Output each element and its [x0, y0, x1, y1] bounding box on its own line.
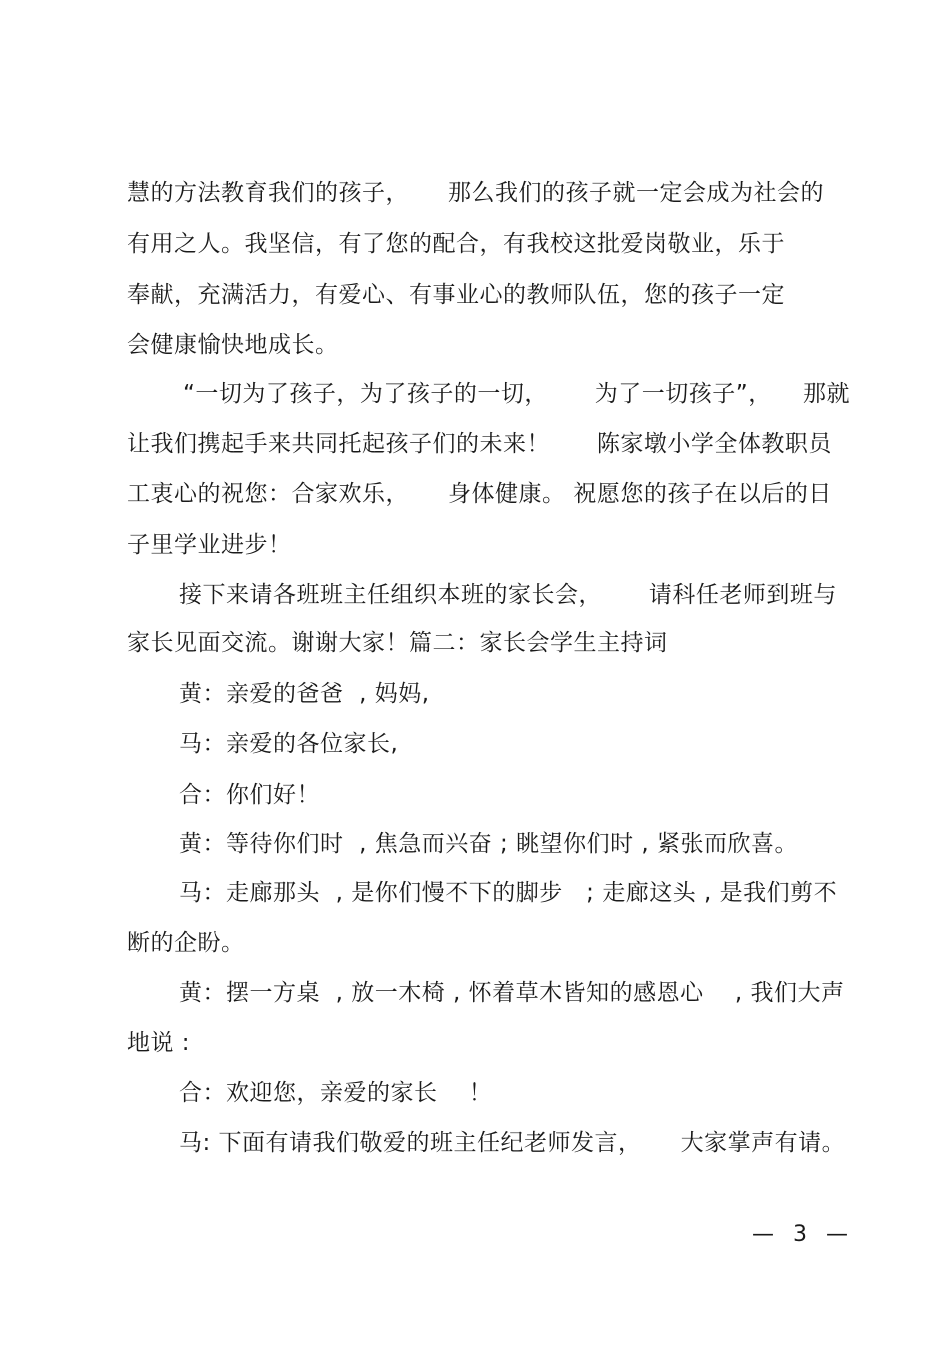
text-line-8: 子里学业进步！ [127, 532, 292, 558]
text-line-13: 合：你们好！ [179, 782, 320, 808]
page-number: — 3 — [752, 1222, 854, 1247]
text-line-18: 地说 : [127, 1030, 191, 1056]
text-line-1: 慧的方法教育我们的孩子， 那么我们的孩子就一定会成为社会的 [127, 180, 825, 206]
text-line-19: 合：欢迎您，亲爱的家长 ！ [179, 1080, 493, 1106]
text-line-4: 会健康愉快地成长。 [127, 332, 339, 358]
text-line-16: 断的企盼。 [127, 930, 245, 956]
text-line-12: 马：亲爱的各位家长, [179, 731, 399, 757]
text-line-7: 工衷心的祝您：合家欢乐， 身体健康。 祝愿您的孩子在以后的日 [127, 481, 832, 507]
text-line-17: 黄：摆一方桌 , 放一木椅 , 怀着草木皆知的感恩心 , 我们大声 [179, 980, 845, 1006]
text-line-15: 马：走廊那头 , 是你们慢不下的脚步 ; 走廊这头 , 是我们剪不 [179, 880, 838, 906]
text-line-9: 接下来请各班班主任组织本班的家长会， 请科任老师到班与 [179, 582, 837, 608]
text-line-3: 奉献，充满活力，有爱心、有事业心的教师队伍，您的孩子一定 [127, 282, 785, 308]
text-line-20: 马: 下面有请我们敬爱的班主任纪老师发言， 大家掌声有请。 [179, 1130, 846, 1156]
text-line-10: 家长见面交流。谢谢大家！篇二：家长会学生主持词 [127, 630, 668, 656]
text-line-11: 黄：亲爱的爸爸 , 妈妈, [179, 681, 430, 707]
text-line-14: 黄：等待你们时 , 焦急而兴奋 ; 眺望你们时 , 紧张而欣喜。 [179, 831, 799, 857]
text-line-5: “一切为了孩子，为了孩子的一切， 为了一切孩子”， 那就 [183, 381, 850, 407]
text-line-6: 让我们携起手来共同托起孩子们的未来！ 陈家墩小学全体教职员 [127, 431, 832, 457]
text-line-2: 有用之人。我坚信，有了您的配合，有我校这批爱岗敬业，乐于 [127, 231, 785, 257]
